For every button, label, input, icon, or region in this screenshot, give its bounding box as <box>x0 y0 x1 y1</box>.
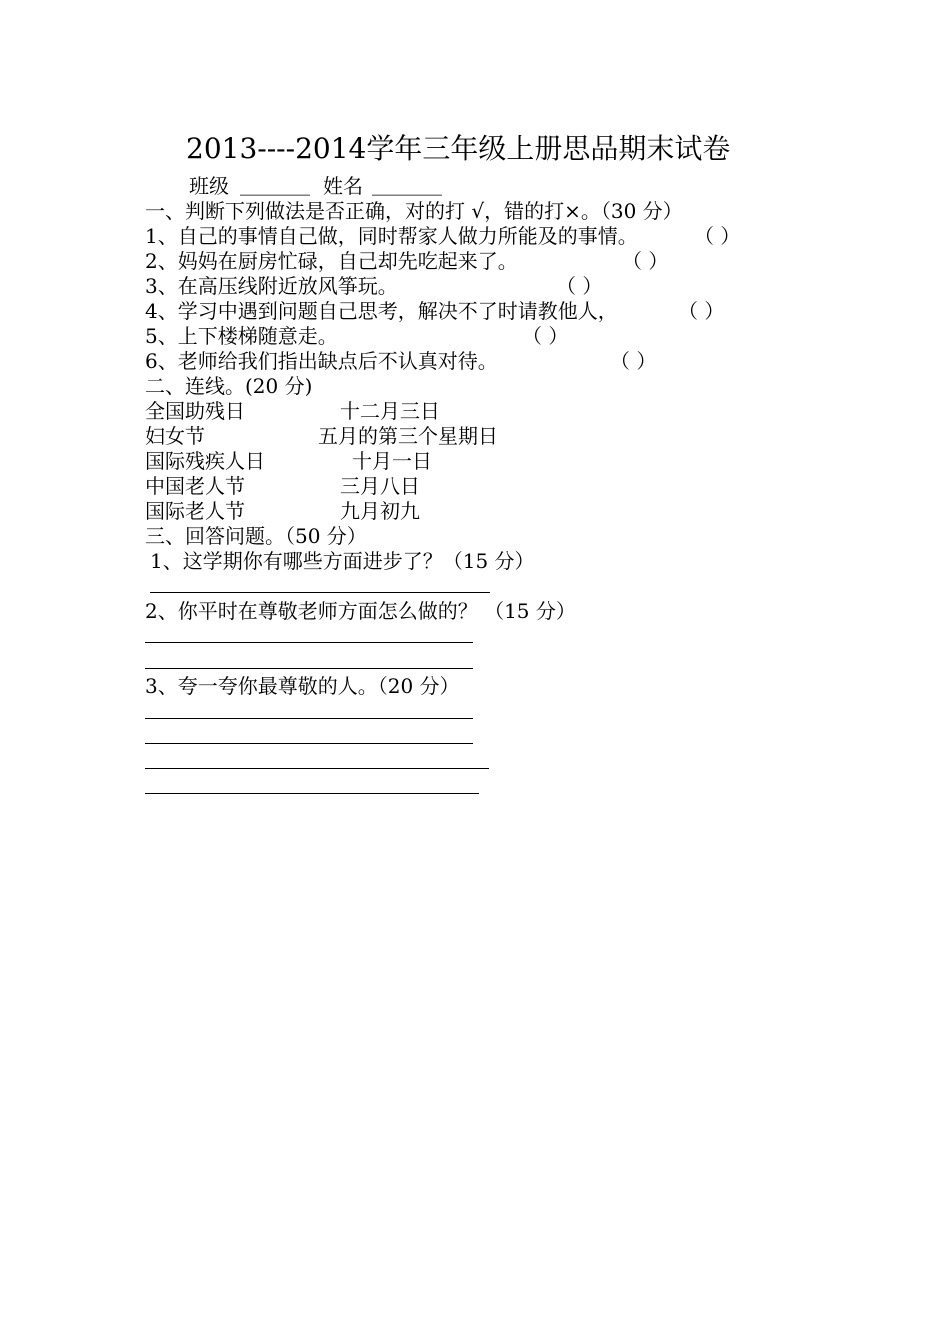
judge-item-5: 5、上下楼梯随意走。 <box>145 324 338 348</box>
match-right-2: 五月的第三个星期日 <box>318 424 498 448</box>
answer-line <box>145 768 489 769</box>
page-title: 2013----2014学年三年级上册思品期末试卷 <box>186 132 731 165</box>
answer-line <box>145 743 473 744</box>
question-2: 2、你平时在尊敬老师方面怎么做的？ （15 分） <box>145 599 576 623</box>
judge-item-6: 6、老师给我们指出缺点后不认真对待。 <box>145 349 498 373</box>
name-blank: _______ <box>372 172 442 196</box>
match-left-5: 国际老人节 <box>145 499 245 523</box>
match-right-3: 十月一日 <box>352 449 432 473</box>
section-3-heading: 三、回答问题。（50 分） <box>145 524 367 548</box>
section-2-heading: 二、连线。(20 分) <box>145 374 313 398</box>
match-left-4: 中国老人节 <box>145 474 245 498</box>
judge-item-2: 2、妈妈在厨房忙碌，自己却先吃起来了。 <box>145 249 518 273</box>
match-left-1: 全国助残日 <box>145 399 245 423</box>
match-right-1: 十二月三日 <box>340 399 440 423</box>
judge-item-1: 1、自己的事情自己做，同时帮家人做力所能及的事情。 <box>145 224 638 248</box>
class-blank: _______ <box>240 172 310 196</box>
answer-line <box>150 592 490 593</box>
match-right-5: 九月初九 <box>340 499 420 523</box>
question-3: 3、夸一夸你最尊敬的人。（20 分） <box>145 674 460 698</box>
judge-item-3: 3、在高压线附近放风筝玩。 <box>145 274 398 298</box>
judge-item-4: 4、学习中遇到问题自己思考，解决不了时请教他人， <box>145 299 618 323</box>
judge-item-4-answer: （ ） <box>678 299 725 323</box>
match-left-3: 国际残疾人日 <box>145 449 265 473</box>
match-right-4: 三月八日 <box>340 474 420 498</box>
section-1-heading: 一、判断下列做法是否正确，对的打 √，错的打×。（30 分） <box>145 199 683 223</box>
judge-item-2-answer: （ ） <box>622 249 669 273</box>
match-left-2: 妇女节 <box>145 424 205 448</box>
question-1: 1、这学期你有哪些方面进步了？（15 分） <box>150 549 535 573</box>
class-label: 班级 <box>189 174 229 198</box>
answer-line <box>145 793 479 794</box>
answer-line <box>145 718 473 719</box>
answer-line <box>145 642 473 643</box>
judge-item-1-answer: （ ） <box>694 224 741 248</box>
judge-item-5-answer: （ ） <box>522 324 569 348</box>
answer-line <box>145 668 473 669</box>
judge-item-3-answer: （ ） <box>556 274 603 298</box>
name-label: 姓名 <box>323 174 363 198</box>
judge-item-6-answer: （ ） <box>610 349 657 373</box>
